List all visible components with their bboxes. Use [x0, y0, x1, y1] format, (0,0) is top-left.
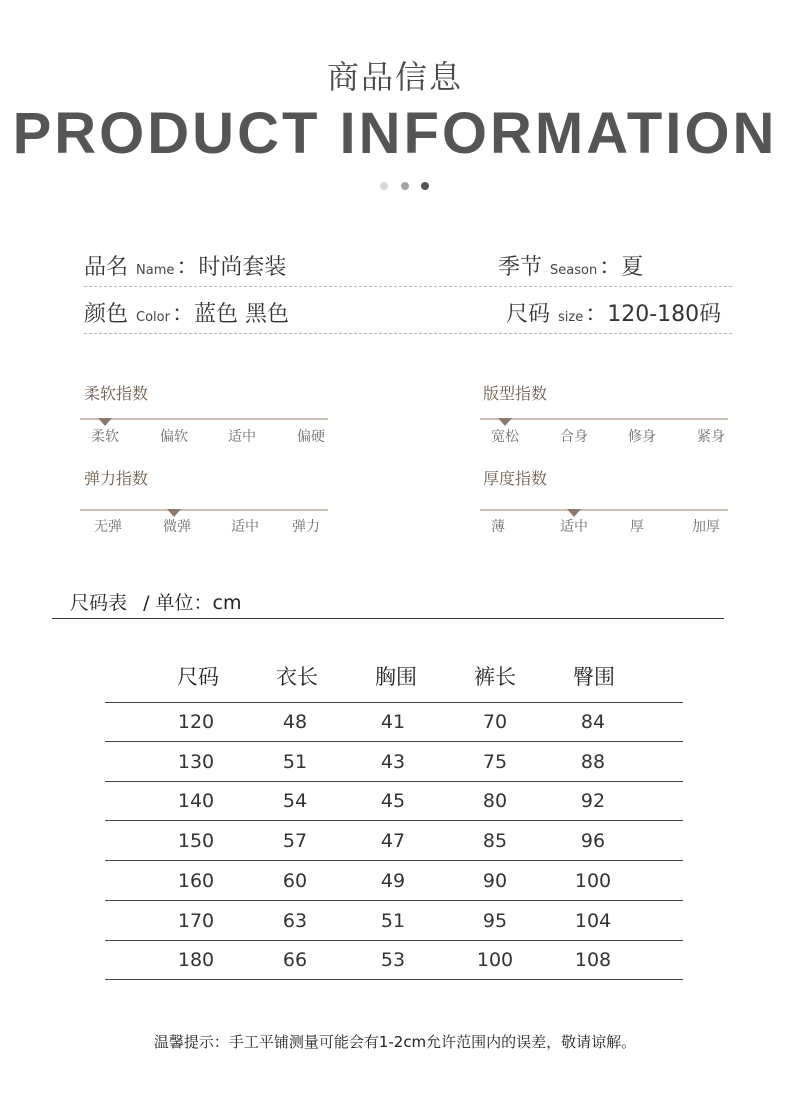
- page-title-en: PRODUCT INFORMATION: [12, 101, 778, 166]
- info-size: [506, 297, 721, 328]
- table-cell: 95: [482, 909, 508, 932]
- column-header: 尺码: [177, 665, 219, 689]
- table-row-rule: [105, 940, 683, 941]
- table-cell: 92: [580, 790, 606, 813]
- color-label-en: Color: [136, 310, 170, 325]
- info-divider-2: [84, 333, 732, 334]
- table-cell: 88: [580, 750, 606, 773]
- column-header: 裤长: [474, 665, 516, 689]
- fit-option: 修身: [628, 429, 656, 445]
- size-label: 尺码: [506, 302, 551, 327]
- table-rule: [105, 702, 683, 703]
- season-value: ：夏: [599, 255, 644, 280]
- fit-index-title: 版型指数: [483, 384, 548, 403]
- fit-option: 紧身: [697, 429, 725, 445]
- elasticity-option: 弹力: [292, 519, 320, 535]
- info-name: [84, 250, 286, 281]
- color-label: 颜色: [84, 302, 129, 327]
- table-cell: 51: [282, 750, 308, 773]
- thickness-option: 加厚: [692, 519, 720, 535]
- thickness-index-title: 厚度指数: [483, 469, 548, 488]
- table-cell: 80: [482, 790, 508, 813]
- thickness-option: 薄: [491, 519, 505, 535]
- page-title-cn: 商品信息: [326, 58, 463, 96]
- elasticity-option: 无弹: [94, 519, 122, 535]
- table-cell: 41: [380, 711, 406, 733]
- info-divider-1: [84, 286, 732, 287]
- info-color: [84, 297, 289, 328]
- elasticity-index-title: 弹力指数: [84, 469, 149, 488]
- season-label: 季节: [498, 255, 543, 280]
- table-cell: 90: [482, 869, 508, 892]
- table-cell: 49: [380, 869, 406, 892]
- table-cell: 85: [482, 830, 508, 853]
- softness-option: 偏软: [160, 429, 188, 445]
- table-row-rule: [105, 860, 683, 861]
- elasticity-index-track: [80, 509, 328, 511]
- table-cell: 170: [177, 909, 215, 932]
- table-cell: 150: [177, 830, 215, 853]
- fit-option: 合身: [560, 429, 588, 445]
- fit-option: 宽松: [491, 429, 519, 445]
- table-cell: 57: [282, 830, 308, 853]
- softness-option: 偏硬: [297, 429, 325, 445]
- softness-index-title: 柔软指数: [84, 384, 149, 403]
- name-label: 品名: [84, 255, 129, 280]
- table-cell: 96: [580, 830, 606, 853]
- season-label-en: Season: [550, 263, 598, 278]
- dot-3: [421, 182, 429, 190]
- table-cell: 43: [380, 750, 406, 773]
- thickness-index-track: [480, 509, 728, 511]
- table-cell: 47: [380, 830, 406, 853]
- measurement-note: 温馨提示：手工平铺测量可能会有1-2cm允许范围内的误差，敬请谅解。: [153, 1033, 637, 1051]
- table-cell: 140: [177, 790, 215, 813]
- table-row-rule: [105, 781, 683, 782]
- size-table-heading-rule: [52, 618, 724, 619]
- table-row-rule: [105, 820, 683, 821]
- size-table-unit: / 单位：cm: [143, 592, 242, 614]
- table-cell: 100: [476, 949, 514, 972]
- table-cell: 60: [282, 869, 308, 892]
- table-cell: 180: [177, 949, 215, 972]
- table-cell: 54: [282, 790, 308, 813]
- table-cell: 51: [380, 909, 406, 932]
- softness-option: 柔软: [91, 429, 119, 445]
- column-header: 胸围: [375, 665, 417, 689]
- table-row-rule: [105, 741, 683, 742]
- size-value: ：120-180码: [585, 302, 722, 327]
- softness-index-marker: [98, 418, 112, 426]
- table-cell: 84: [580, 711, 606, 733]
- table-cell: 108: [574, 949, 612, 972]
- color-value: ：蓝色 黑色: [171, 302, 289, 327]
- decorative-dots: [380, 182, 430, 192]
- softness-index-track: [80, 418, 328, 420]
- table-cell: 45: [380, 790, 406, 813]
- table-row-rule: [105, 979, 683, 980]
- column-header: 衣长: [276, 665, 318, 689]
- dot-2: [401, 182, 409, 190]
- table-cell: 48: [282, 711, 308, 733]
- name-label-en: Name: [136, 263, 175, 278]
- dot-1: [380, 182, 388, 190]
- fit-index-track: [480, 418, 728, 420]
- info-season: [498, 250, 643, 281]
- table-cell: 160: [177, 869, 215, 892]
- thickness-option: 适中: [560, 519, 588, 535]
- table-row-rule: [105, 900, 683, 901]
- table-cell: 66: [282, 949, 308, 972]
- table-cell: 63: [282, 909, 308, 932]
- fit-index-marker: [498, 418, 512, 426]
- elasticity-option: 微弹: [163, 519, 191, 535]
- table-cell: 130: [177, 750, 215, 773]
- softness-option: 适中: [228, 429, 256, 445]
- table-cell: 53: [380, 949, 406, 972]
- name-value: ：时尚套装: [176, 255, 287, 280]
- elasticity-option: 适中: [231, 519, 259, 535]
- table-cell: 75: [482, 750, 508, 773]
- size-table-heading: [70, 588, 241, 615]
- table-cell: 120: [177, 711, 215, 733]
- table-cell: 70: [482, 711, 508, 733]
- size-table-title: 尺码表: [70, 592, 128, 614]
- thickness-option: 厚: [630, 519, 644, 535]
- table-cell: 104: [574, 909, 612, 932]
- table-cell: 100: [574, 869, 612, 892]
- column-header: 臀围: [573, 665, 615, 689]
- size-label-en: size: [558, 310, 584, 325]
